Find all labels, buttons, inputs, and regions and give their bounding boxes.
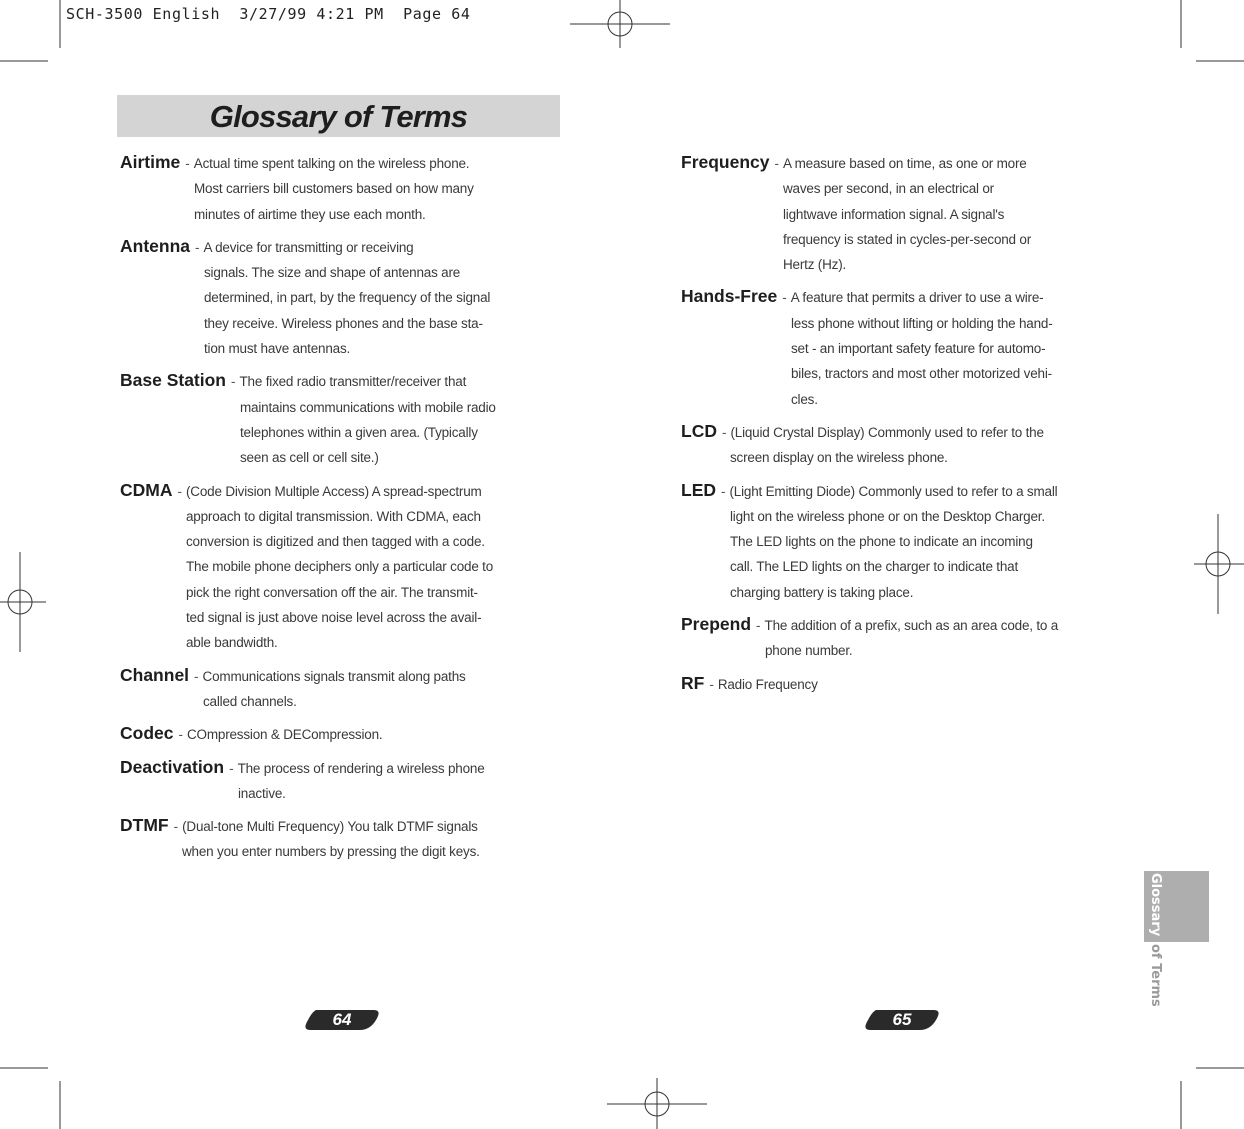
definition-line: call. The LED lights on the charger to indicate that bbox=[730, 559, 1019, 575]
definition-line: Radio Frequency bbox=[717, 676, 818, 692]
glossary-entry-first-line bbox=[120, 234, 565, 260]
glossary-entry bbox=[681, 478, 1126, 605]
term-separator: - bbox=[194, 668, 199, 684]
definition-line: when you enter numbers by pressing the digit keys. bbox=[182, 844, 480, 860]
definition-line: The addition of a prefix, such as an area code, to a bbox=[764, 618, 1059, 634]
definition-line: Actual time spent talking on the wireless phone. bbox=[193, 156, 470, 171]
glossary-entry bbox=[681, 150, 1126, 277]
glossary-entry bbox=[681, 612, 1126, 664]
glossary-term: DTMF bbox=[120, 815, 169, 836]
glossary-entry-first-line bbox=[120, 663, 565, 689]
term-separator: - bbox=[173, 819, 179, 835]
definition-line: seen as cell or cell site.) bbox=[240, 450, 379, 466]
glossary-entry-first-line bbox=[681, 150, 1126, 176]
glossary-term: Hands-Free bbox=[681, 286, 778, 307]
glossary-term: Antenna bbox=[120, 235, 190, 256]
glossary-entry-first-line bbox=[120, 478, 565, 504]
glossary-entry bbox=[120, 721, 565, 747]
definition-line: The process of rendering a wireless phone bbox=[237, 760, 485, 776]
definition-line: cles. bbox=[791, 391, 818, 407]
term-separator: - bbox=[195, 239, 200, 255]
glossary-column-left bbox=[120, 150, 565, 872]
glossary-term: LCD bbox=[681, 420, 717, 441]
registration-mark-top bbox=[570, 0, 670, 48]
glossary-entry-first-line bbox=[681, 419, 1126, 445]
term-separator: - bbox=[774, 156, 779, 171]
definition-line: called channels. bbox=[203, 693, 297, 709]
glossary-column-right bbox=[681, 150, 1126, 704]
definition-line: screen display on the wireless phone. bbox=[730, 450, 948, 466]
section-tab-word2: of Terms bbox=[1148, 944, 1163, 1007]
definition-line: biles, tractors and most other motorized vehi- bbox=[791, 366, 1052, 382]
section-tab-word1: Glossary bbox=[1148, 873, 1163, 937]
definition-line: Hertz (Hz). bbox=[783, 257, 847, 273]
definition-line: signals. The size and shape of antennas are bbox=[204, 265, 461, 281]
term-separator: - bbox=[177, 483, 182, 499]
definition-line: they receive. Wireless phones and the base sta- bbox=[204, 315, 483, 331]
definition-line: A measure based on time, as one or more bbox=[783, 156, 1027, 171]
definition-line: COmpression & DECompression. bbox=[186, 727, 383, 743]
glossary-entry bbox=[120, 813, 565, 865]
glossary-term: Channel bbox=[120, 664, 190, 685]
glossary-term: CDMA bbox=[120, 479, 173, 500]
term-separator: - bbox=[782, 290, 787, 306]
term-separator: - bbox=[178, 727, 183, 743]
glossary-term: Base Station bbox=[120, 370, 226, 391]
definition-line: (Code Division Multiple Access) A spread-spectrum bbox=[186, 483, 482, 499]
glossary-entry-first-line bbox=[120, 150, 565, 176]
registration-mark-right bbox=[1194, 514, 1244, 614]
registration-mark-left bbox=[0, 552, 46, 652]
print-slug: SCH-3500 English 3/27/99 4:21 PM Page 64 bbox=[66, 5, 471, 23]
definition-line: light on the wireless phone or on the Desktop Charger. bbox=[730, 508, 1045, 524]
definition-line: pick the right conversation off the air. The transmit- bbox=[186, 584, 478, 600]
term-separator: - bbox=[231, 374, 236, 390]
definition-line: set - an important safety feature for automo- bbox=[791, 341, 1046, 357]
term-separator: - bbox=[185, 156, 190, 171]
definition-line: The mobile phone deciphers only a particular code to bbox=[186, 559, 494, 575]
definition-line: inactive. bbox=[238, 785, 286, 801]
term-separator: - bbox=[721, 424, 727, 440]
definition-line: minutes of airtime they use each month. bbox=[194, 206, 426, 222]
definition-line: A device for transmitting or receiving bbox=[203, 239, 414, 255]
glossary-term: LED bbox=[681, 479, 716, 500]
glossary-entry bbox=[681, 284, 1126, 411]
glossary-term: Frequency bbox=[681, 152, 770, 172]
glossary-entry bbox=[120, 368, 565, 470]
glossary-entry-first-line bbox=[120, 813, 565, 839]
definition-line: frequency is stated in cycles-per-second or bbox=[783, 231, 1032, 247]
glossary-entry bbox=[120, 234, 565, 361]
glossary-entry-first-line bbox=[681, 478, 1126, 504]
definition-line: phone number. bbox=[765, 643, 853, 659]
term-separator: - bbox=[756, 618, 761, 634]
glossary-term: Airtime bbox=[120, 152, 181, 172]
definition-line: Communications signals transmit along paths bbox=[202, 668, 466, 684]
page-title: Glossary of Terms bbox=[209, 99, 468, 134]
definition-line: less phone without lifting or holding the hand- bbox=[791, 315, 1053, 331]
glossary-entry-first-line bbox=[681, 612, 1126, 638]
page-number-left bbox=[302, 1008, 382, 1032]
glossary-entry bbox=[120, 663, 565, 715]
definition-line: ted signal is just above noise level across the avail- bbox=[186, 610, 482, 626]
page-number-text: 65 bbox=[892, 1010, 912, 1029]
definition-line: Most carriers bill customers based on how many bbox=[194, 181, 474, 197]
glossary-term: Prepend bbox=[681, 614, 752, 635]
definition-line: conversion is digitized and then tagged with a code. bbox=[186, 534, 485, 550]
definition-line: lightwave information signal. A signal's bbox=[783, 206, 1005, 222]
term-separator: - bbox=[709, 676, 714, 692]
page-number-right bbox=[862, 1008, 942, 1032]
glossary-term: Codec bbox=[120, 723, 174, 744]
definition-line: waves per second, in an electrical or bbox=[783, 181, 994, 197]
definition-line: telephones within a given area. (Typically bbox=[240, 424, 478, 440]
section-tab-label bbox=[1148, 873, 1163, 1007]
glossary-term: RF bbox=[681, 672, 705, 693]
glossary-entry-first-line bbox=[120, 755, 565, 781]
definition-line: The LED lights on the phone to indicate an incoming bbox=[730, 534, 1033, 550]
term-separator: - bbox=[721, 483, 726, 499]
definition-line: (Light Emitting Diode) Commonly used to refer to a small bbox=[729, 483, 1058, 499]
glossary-entry-first-line bbox=[120, 368, 565, 394]
definition-line: able bandwidth. bbox=[186, 635, 278, 651]
page-number-text: 64 bbox=[332, 1010, 352, 1029]
glossary-entry bbox=[120, 755, 565, 807]
term-separator: - bbox=[229, 760, 234, 776]
definition-line: (Liquid Crystal Display) Commonly used to refer to the bbox=[730, 424, 1044, 440]
glossary-entry bbox=[681, 419, 1126, 471]
glossary-entry-first-line bbox=[681, 284, 1126, 310]
glossary-entry bbox=[681, 671, 1126, 697]
definition-line: tion must have antennas. bbox=[204, 341, 351, 357]
definition-line: (Dual-tone Multi Frequency) You talk DTMF signals bbox=[182, 819, 478, 835]
definition-line: A feature that permits a driver to use a wire- bbox=[790, 290, 1044, 306]
glossary-entry bbox=[120, 150, 565, 227]
definition-line: approach to digital transmission. With CDMA, each bbox=[186, 508, 481, 524]
glossary-entry-first-line bbox=[681, 671, 1126, 697]
registration-mark-bottom bbox=[607, 1078, 707, 1129]
title-banner bbox=[117, 95, 560, 137]
glossary-entry-first-line bbox=[120, 721, 565, 747]
definition-line: The fixed radio transmitter/receiver that bbox=[239, 374, 467, 390]
definition-line: determined, in part, by the frequency of the signal bbox=[204, 290, 491, 306]
definition-line: charging battery is taking place. bbox=[730, 584, 914, 600]
glossary-term: Deactivation bbox=[120, 756, 225, 777]
glossary-entry bbox=[120, 478, 565, 656]
definition-line: maintains communications with mobile radio bbox=[240, 399, 496, 415]
